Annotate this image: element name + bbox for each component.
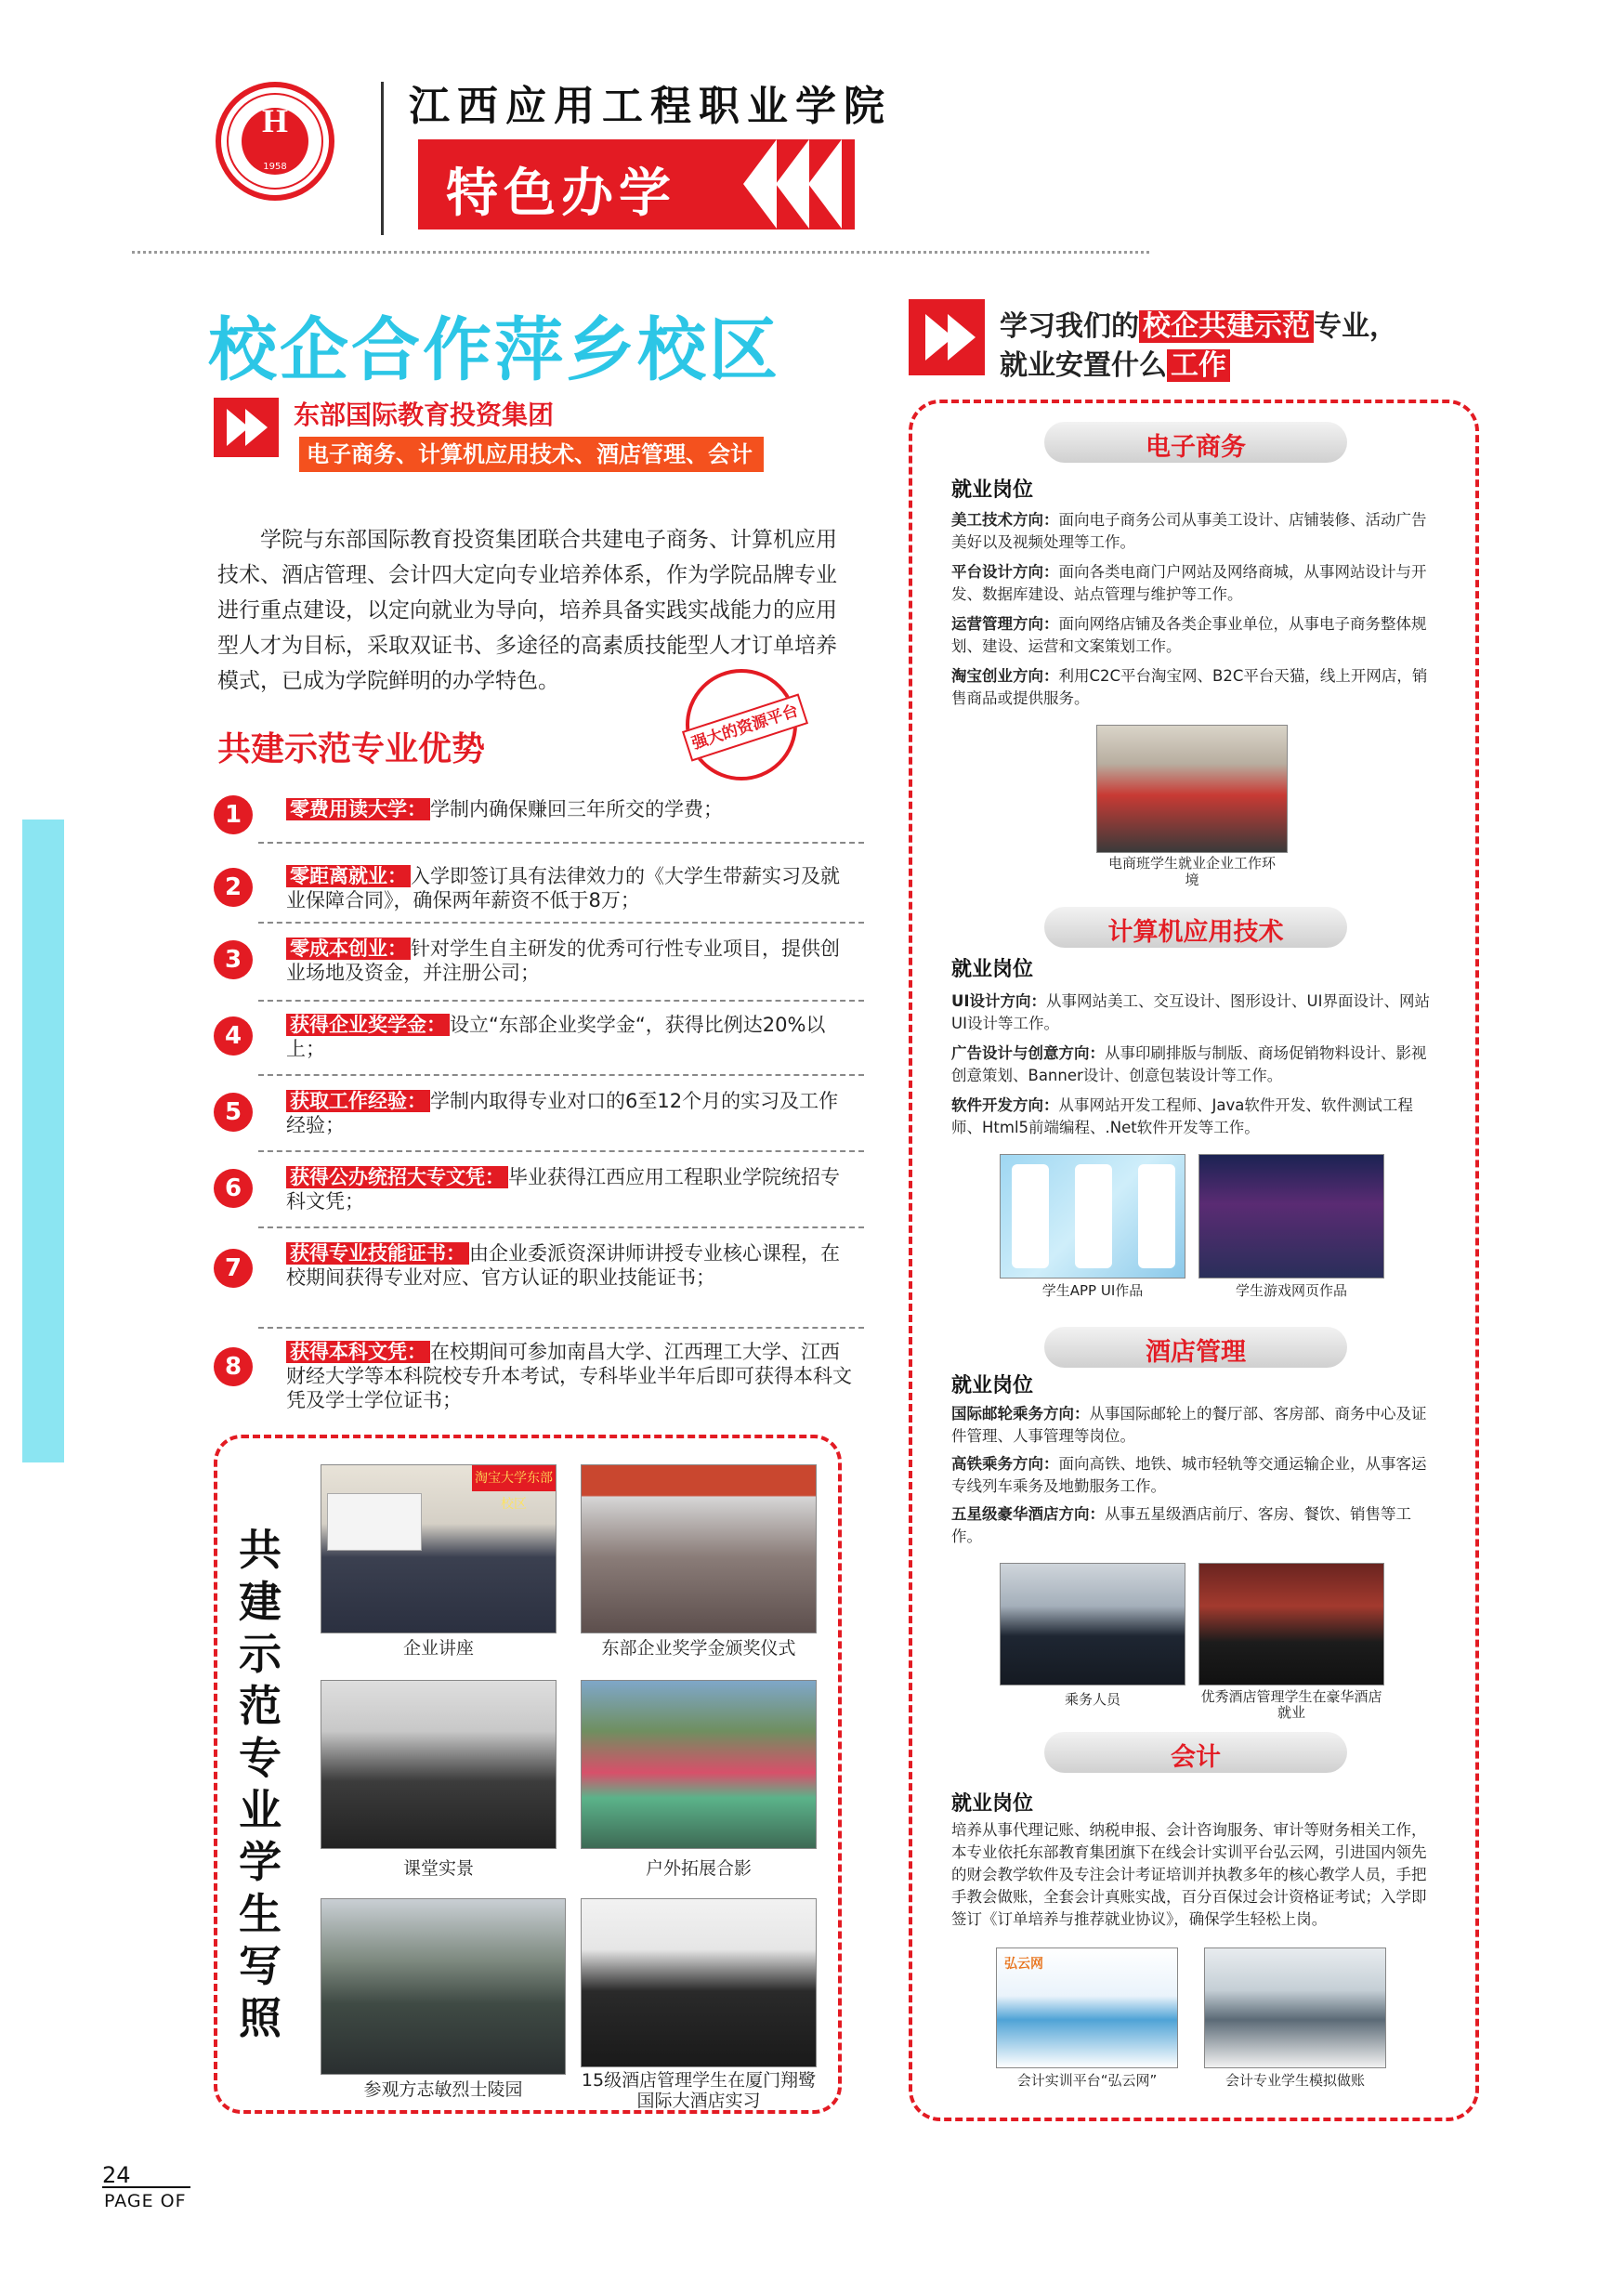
advantage-key: 零费用读大学： [286,798,430,820]
group-name: 东部国际教育投资集团 [294,400,555,430]
majors-bar: 电子商务、计算机应用技术、酒店管理、会计 [299,437,764,472]
photo-caption: 优秀酒店管理学生在豪华酒店就业 [1200,1688,1382,1721]
photo-caption: 参观方志敏烈士陵园 [363,2079,523,2100]
advantage-number: 1 [214,795,253,834]
section-header-accounting: 会计 [1044,1732,1347,1773]
feature-banner [418,139,855,230]
job-item: 五星级豪华酒店方向：从事五星级酒店前厅、客房、餐饮、销售等工作。 [951,1505,1411,1545]
job-item: 淘宝创业方向：利用C2C平台淘宝网、B2C平台天猫，线上开网店，销售商品或提供服务。 [951,667,1428,707]
job-label: 就业岗位 [951,479,1034,502]
section-header-hotel: 酒店管理 [1044,1327,1347,1368]
page-number-rule [102,2186,190,2188]
page-title: 校企合作萍乡校区 [208,310,780,390]
header-dotted-rule [132,251,1149,254]
photo-award-ceremony [581,1464,817,1633]
photo-caption: 学生游戏网页作品 [1235,1282,1347,1299]
job-label: 就业岗位 [951,1374,1034,1397]
logo-year: 1958 [263,162,287,172]
right-heading-line1: 学习我们的 校企共建示范 专业， [1000,310,1397,343]
photo-caption: 15级酒店管理学生在厦门翔鹭国际大酒店实习 [581,2070,817,2111]
platform-logo: 弘云网 [1004,1957,1043,1972]
advantage-text: 学制内确保赚回三年所交的学费； [430,798,723,820]
job-label: 就业岗位 [951,1792,1034,1816]
college-name: 江西应用工程职业学院 [409,83,892,130]
job-item: 软件开发方向：从事网站开发工程师、Java软件开发、软件测试工程师、Html5前端编程、.Net软件开发等工作。 [951,1096,1413,1136]
photo-caption: 东部企业奖学金颁奖仪式 [601,1638,796,1659]
advantage-key: 零成本创业： [286,938,411,960]
photo-accounting-platform [996,1947,1178,2068]
photo-crew-staff [1000,1563,1185,1685]
section-header-computer: 计算机应用技术 [1044,907,1347,948]
photo-hotel-internship [581,1898,817,2067]
chevron-icon [743,139,777,229]
photo-caption: 会计实训平台“弘云网” [1016,2072,1158,2089]
photo-ecommerce-students [1096,725,1288,853]
job-item: 高铁乘务方向：面向高铁、地铁、城市轻轨等交通运输企业，从事客运专线列车乘务及地勤服务工作。 [951,1455,1427,1495]
advantage-key: 获得专业技能证书： [286,1242,469,1265]
photo-classroom [321,1680,557,1849]
advantage-text: 入学即签订具有法律效力的《大学生带薪实习及就业保障合同》，确保两年薪资不低于8万； [286,865,840,911]
photo-lecture [321,1464,557,1633]
photo-app-ui-work [1000,1154,1185,1279]
advantage-key: 获得本科文凭： [286,1341,430,1363]
page-number: 24 [102,2162,131,2188]
header-divider [381,82,384,235]
photo-game-web-work [1198,1154,1384,1279]
advantage-number: 8 [214,1347,253,1386]
advantage-key: 零距离就业： [286,865,411,887]
intro-paragraph: 学院与东部国际教育投资集团联合共建电子商务、计算机应用技术、酒店管理、会计四大定向专业培养体系，作为学院品牌专业进行重点建设，以定向就业为导向，培养具备实践实战能力的应用型人才为目标，采取双证书、多途径的高素质技能型人才订单培养模式，已成为学院鲜明的办学特色。 [217,528,837,693]
photo-section-title: 共建示范专业学生写照 [239,1525,282,2043]
job-item: UI设计方向：从事网站美工、交互设计、图形设计、UI界面设计、网站UI设计等工作。 [951,992,1430,1032]
job-item: 广告设计与创意方向：从事印刷排版与制版、商场促销物料设计、影视创意策划、Banner设计、创意包装设计等工作。 [951,1044,1427,1084]
advantage-text: 由企业委派资深讲师讲授专业核心课程，在校期间获得专业对应、官方认证的职业技能证书； [286,1242,840,1289]
logo-mark: H [261,102,288,139]
arrow-marker-icon [214,398,279,457]
advantage-text: 学制内取得专业对口的6至12个月的实习及工作经验； [286,1090,839,1136]
advantages-title: 共建示范专业优势 [217,730,486,768]
advantage-text: 针对学生自主研发的优秀可行性专业项目，提供创业场地及资金，并注册公司； [286,938,840,984]
job-label: 就业岗位 [951,958,1034,981]
advantage-number: 6 [214,1169,253,1208]
photo-caption: 户外拓展合影 [645,1858,752,1879]
job-item: 美工技术方向：面向电子商务公司从事美工设计、店铺装修、活动广告美好以及视频处理等工作。 [951,511,1427,551]
chevron-icon [808,139,842,229]
photo-banner: 淘宝大学东部校区 [472,1465,556,1491]
photo-memorial-visit [321,1898,566,2075]
photo-caption: 电商班学生就业企业工作环境 [1107,855,1276,888]
side-accent-bar [22,820,64,1462]
advantage-key: 获取工作经验： [286,1090,430,1112]
advantage-key: 获得公办统招大专文凭： [286,1166,508,1188]
job-item: 运营管理方向：面向网络店铺及各类企事业单位，从事电子商务整体规划、建设、运营和文案策划工作。 [951,615,1427,655]
page-of-label: PAGE OF [104,2191,187,2211]
job-item: 平台设计方向：面向各类电商门户网站及网络商城，从事网站设计与开发、数据库建设、站点管理与维护等工作。 [951,563,1427,603]
photo-outdoor-group [581,1680,817,1849]
accounting-description: 培养从事代理记账、纳税申报、会计咨询服务、审计等财务相关工作，本专业依托东部教育集团旗下在线会计实训平台弘云网，引进国内领先的财会教学软件及专注会计考证培训并执教多年的核心教学人员，手把手教会做账，全套会计真账实战，百分百保过会计资格证考试；入学即签订《订单培养与推荐就业协议》，确保学生轻松上岗。 [951,1821,1427,1928]
college-logo [216,82,334,201]
photo-hotel-graduates [1198,1563,1384,1685]
advantage-number: 4 [214,1016,253,1056]
photo-accounting-students [1204,1947,1386,2068]
resource-stamp [686,669,801,780]
photo-caption: 课堂实景 [402,1858,474,1879]
advantage-text: 毕业获得江西应用工程职业学院统招专科文凭； [286,1166,840,1213]
advantage-number: 2 [214,868,253,907]
advantage-text: 设立“东部企业奖学金“，获得比例达20%以上； [286,1014,826,1060]
right-heading-line2: 就业安置什么 工作 [1000,342,1230,383]
advantage-number: 5 [214,1093,253,1132]
advantage-number: 3 [214,940,253,979]
section-header-ecommerce: 电子商务 [1044,422,1347,463]
photo-caption: 会计专业学生模拟做账 [1225,2072,1365,2089]
chevron-icon [776,139,809,229]
photo-caption: 学生APP UI作品 [1041,1282,1144,1299]
stamp-text: 强大的资源平台 [682,693,808,761]
job-item: 国际邮轮乘务方向：从事国际邮轮上的餐厅部、客房部、商务中心及证件管理、人事管理等岗位。 [951,1405,1427,1445]
photo-caption: 乘务人员 [1064,1691,1120,1708]
advantage-key: 获得企业奖学金： [286,1014,450,1036]
arrow-marker-icon [909,299,985,375]
advantage-text: 在校期间可参加南昌大学、江西理工大学、江西财经大学等本科院校专升本考试，专科毕业半年后即可获得本科文凭及学士学位证书； [286,1341,852,1411]
feature-banner-text: 特色办学 [446,163,676,224]
photo-caption: 企业讲座 [402,1638,474,1659]
advantage-number: 7 [214,1249,253,1288]
